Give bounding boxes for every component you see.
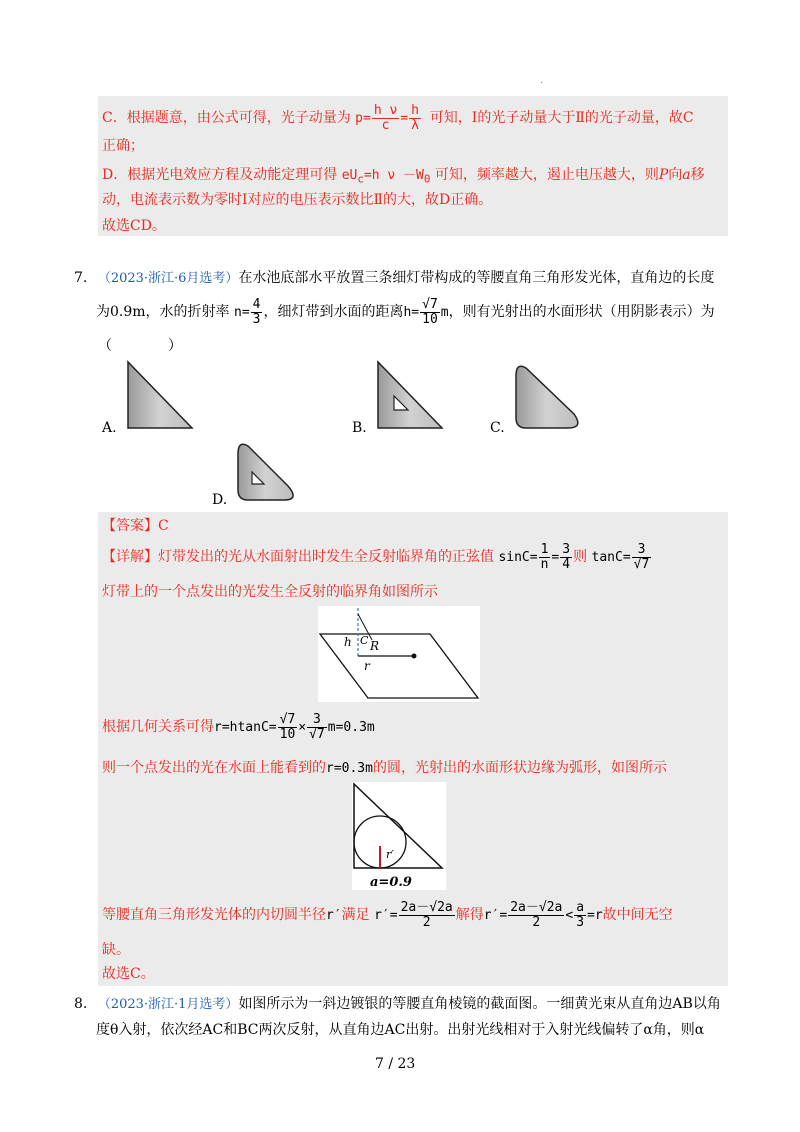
detail-text: 则一个点发出的光在水面上能看到的: [102, 760, 326, 776]
frac-num: h ν: [373, 103, 398, 118]
question-source: （2023·浙江·1月选考）: [97, 997, 239, 1012]
option-c-rest: 可知，Ⅰ的光子动量大于Ⅱ的光子动量，故C: [429, 110, 694, 126]
frac-num: 3: [562, 542, 571, 557]
detail-line2: 灯带上的一个点发出的光发生全反射的临界角如图所示: [102, 584, 438, 600]
eq-part: r′=: [483, 908, 508, 923]
frac-den: n: [540, 557, 549, 572]
page-number: 7 / 23: [375, 1056, 416, 1072]
option-c-label: C.: [490, 420, 505, 436]
eq-sub: c: [357, 172, 364, 186]
conclusion-q7: 故选C。: [102, 966, 155, 982]
sin-formula: sinC= $\frac{1}{n}$ = $\frac{3}{4}$: [498, 542, 571, 572]
symbol-p: P: [658, 167, 669, 183]
label-c: C: [360, 634, 369, 647]
photoelectric-equation: [341, 168, 431, 186]
option-a-shape: [120, 356, 200, 436]
question-text: 在水池底部水平放置三条细灯带构成的等腰直角三角形发光体，直角边的长度: [238, 270, 715, 286]
option-a-label: A.: [102, 420, 117, 436]
inradius-line2: 缺。: [102, 942, 130, 958]
fraction-a-3: [574, 901, 586, 930]
question-8-stem: [74, 994, 721, 1015]
frac-den: √7: [633, 557, 650, 572]
circle-line: [102, 758, 667, 779]
label-h: h: [344, 635, 352, 649]
option-d-rest: 向: [668, 167, 683, 183]
fraction-inradius: [399, 901, 455, 930]
frac-den: 2: [422, 915, 431, 930]
question-source: （2023·浙江·6月选考）: [97, 271, 239, 286]
frac-den: 10: [422, 312, 438, 327]
frac-num: 2a－√2a: [510, 900, 563, 915]
detail-line1: [102, 542, 652, 573]
eq-part: r=htanC=: [214, 720, 277, 735]
top-dot: ·: [540, 78, 544, 89]
fraction-sqrt7-10: [278, 713, 298, 742]
answer-label: 【答案】C: [102, 518, 169, 534]
inradius-solution: [483, 900, 603, 930]
frac-num: 3: [632, 543, 652, 558]
eq-part: eU: [341, 168, 358, 183]
question-7-stem: [74, 268, 714, 289]
eq-part: r′=: [374, 908, 398, 923]
detail-label: 【详解】: [102, 549, 158, 565]
detail-text: 故中间无空: [602, 907, 673, 923]
label-r-prime: r′: [386, 848, 394, 861]
eq-part: h=: [403, 305, 420, 320]
frac-num: h: [411, 103, 419, 118]
label-r: r: [364, 659, 370, 673]
label-a: a=0.9: [370, 875, 412, 890]
eq-part: tanC=: [591, 550, 631, 565]
eq-part: =r: [587, 908, 603, 923]
detail-text: 的圆，光射出的水面形状边缘为弧形，如图所示: [372, 760, 667, 776]
option-c-analysis: [102, 104, 694, 133]
eq-part: r′: [326, 908, 342, 923]
p-symbol: p: [355, 111, 363, 126]
eq-part: m=0.3m: [327, 720, 375, 735]
depth-value: [403, 297, 449, 327]
question-number: 7.: [74, 270, 88, 286]
fraction-1-n: [539, 543, 551, 572]
detail-text: 则: [573, 549, 588, 565]
refractive-index: [234, 297, 263, 327]
option-d-rest: 移: [690, 167, 705, 183]
question-7-line2: [96, 298, 715, 327]
option-c-shape: [508, 356, 588, 436]
option-b-label: B.: [352, 420, 367, 436]
frac-den: 3: [576, 915, 585, 930]
inradius-formula: [374, 900, 456, 930]
frac-num: 3: [307, 713, 327, 728]
inradius-line: [102, 900, 673, 931]
frac-den: λ: [411, 118, 419, 133]
frac-num: a: [576, 900, 585, 915]
eq-part: sinC=: [498, 550, 538, 565]
option-b-shape: [370, 356, 450, 436]
detail-text: 解得: [455, 907, 484, 923]
option-c-line2: 正确；: [102, 138, 144, 154]
frac-num: 4: [252, 297, 261, 312]
option-d-shape: [230, 434, 310, 514]
question-text: ，细灯带到水面的距离: [263, 304, 404, 320]
detail-text: 根据几何关系可得: [102, 719, 214, 735]
eq-part: r=0.3m: [326, 761, 373, 776]
times-symbol: ×: [298, 720, 307, 735]
answer-blank: （ ）: [98, 338, 182, 354]
frac-num: 2a－√2a: [400, 900, 453, 915]
momentum-formula: p= $\frac{\text{h ν}}{c}$ = $\frac{h}{\lambda}$: [355, 103, 419, 133]
frac-den: 2: [532, 915, 541, 930]
option-d-line2: 动，电流表示数为零时Ⅰ对应的电压表示数比Ⅱ的大，故D正确。: [102, 192, 493, 208]
question-text: 为0.9m，水的折射率: [96, 304, 230, 320]
frac-den: 3: [252, 312, 261, 327]
fraction-4-3: [251, 298, 263, 327]
fraction-h-lambda: [409, 104, 421, 133]
frac-den: 4: [562, 557, 571, 572]
fraction-hv-c: [372, 104, 399, 133]
frac-den: √7: [309, 727, 325, 742]
label-R: R: [370, 639, 380, 653]
eq-part: n=: [234, 305, 250, 320]
option-d-label: D.: [212, 492, 228, 508]
option-d-analysis: [102, 165, 705, 190]
detail-text: 满足: [341, 907, 370, 923]
option-d-label: D．根据光电效应方程及动能定理可得: [102, 167, 338, 183]
conclusion-q6: 故选CD。: [102, 218, 166, 234]
option-d-rest: 可知，频率越大，遏止电压越大，则: [434, 167, 659, 183]
fraction-3-sqrt7: [307, 713, 327, 742]
question-8-line2: 度θ入射，依次经AC和BC两次反射，从直角边AC出射。出射光线相对于入射光线偏转了α角，则α: [96, 1022, 705, 1038]
fraction-3-sqrt7: [632, 543, 652, 572]
frac-den: 10: [279, 727, 296, 742]
detail-text: 灯带发出的光从水面射出时发生全反射临界角的正弦值: [158, 549, 494, 565]
question-text: ，则有光射出的水面形状（用阴影表示）为: [448, 304, 715, 320]
eq-sub: 0: [423, 172, 431, 186]
less-than: <: [565, 908, 574, 923]
option-c-label: C．根据题意，由公式可得，光子动量为: [102, 110, 351, 126]
geometry-line: [102, 712, 375, 743]
eq-part: =h ν －W: [363, 168, 424, 183]
frac-den: c: [381, 118, 390, 133]
unit: m: [440, 305, 449, 320]
critical-angle-figure: [318, 606, 480, 702]
question-text: 如图所示为一斜边镀银的等腰直角棱镜的截面图。一细黄光束从直角边AB以角: [238, 996, 721, 1012]
tan-formula: [591, 542, 653, 572]
fraction-sqrt7-10: [420, 298, 440, 327]
fraction-3-4: [560, 543, 572, 572]
symbol-a: a: [682, 167, 691, 183]
question-number: 8.: [74, 996, 88, 1012]
frac-num: √7: [422, 297, 438, 312]
geometry-formula: [214, 712, 375, 742]
incircle-figure: [352, 782, 446, 890]
fraction-inradius: [508, 901, 564, 930]
frac-num: √7: [279, 712, 296, 727]
frac-num: 1: [540, 542, 549, 557]
detail-text: 等腰直角三角形发光体的内切圆半径: [102, 907, 326, 923]
